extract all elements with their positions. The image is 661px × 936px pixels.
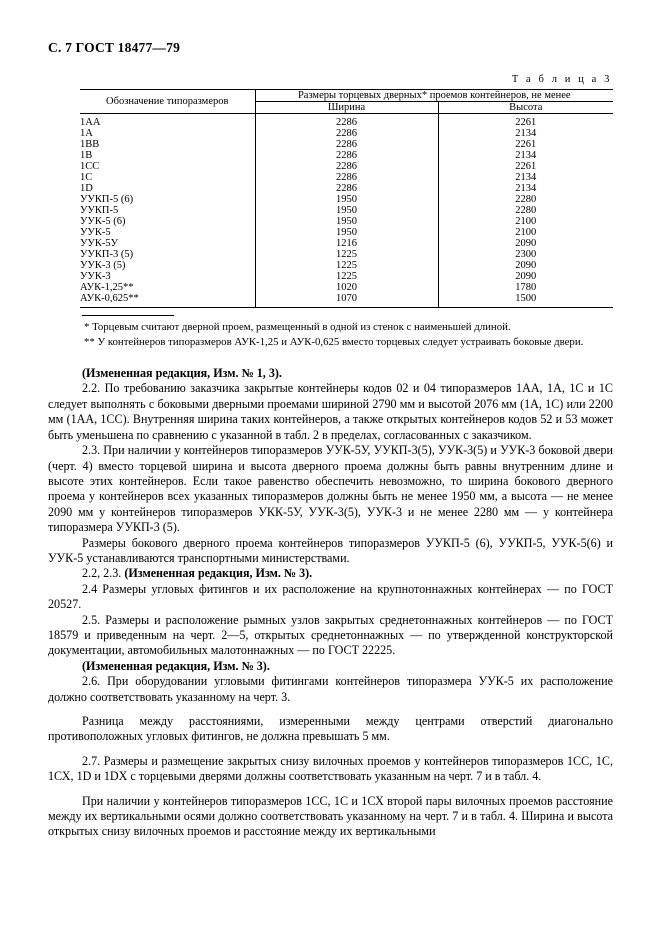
column-header-width: Ширина <box>255 102 438 114</box>
table-header-row-1 <box>80 90 613 102</box>
cell-width: 1070 <box>255 293 438 308</box>
cell-width: 1216 <box>255 238 438 249</box>
cell-height: 2134 <box>438 150 613 161</box>
column-header-span: Размеры торцевых дверных* проемов контейнеров, не менее <box>255 90 613 102</box>
footnote-1: * Торцевым считают дверной проем, размещенный в одной из стенок с наименьшей длиной. <box>84 321 511 333</box>
cell-height: 2280 <box>438 194 613 205</box>
table-row <box>80 194 613 205</box>
cell-width: 1225 <box>255 260 438 271</box>
cell-designation: УУКП-3 (5) <box>80 249 134 260</box>
table-row <box>80 238 613 249</box>
cell-width: 2286 <box>255 172 438 183</box>
table-body <box>80 114 613 308</box>
cell-width: 2286 <box>255 128 438 139</box>
table-row <box>80 293 613 308</box>
cell-designation: АУК-1,25** <box>80 282 134 293</box>
table-row <box>80 282 613 293</box>
page-content <box>48 0 613 840</box>
cell-height: 2300 <box>438 249 613 260</box>
cell-designation: 1АА <box>80 117 101 128</box>
cell-designation: 1D <box>80 183 93 194</box>
cell-designation: 1С <box>80 172 93 183</box>
cell-height: 2100 <box>438 227 613 238</box>
cell-width: 2286 <box>255 114 438 129</box>
table-row <box>80 249 613 260</box>
cell-height: 2261 <box>438 161 613 172</box>
cell-designation: 1СС <box>80 161 100 172</box>
cell-height: 2090 <box>438 271 613 282</box>
cell-designation: УУК-3 <box>80 271 111 282</box>
cell-height: 2090 <box>438 238 613 249</box>
table-row <box>80 150 613 161</box>
cell-width: 1950 <box>255 205 438 216</box>
cell-designation: УУК-5 <box>80 227 111 238</box>
cell-designation: 1А <box>80 128 93 139</box>
running-head: С. 7 ГОСТ 18477—79 <box>48 40 181 55</box>
cell-height: 2134 <box>438 183 613 194</box>
body-text <box>48 366 613 840</box>
table-row <box>80 128 613 139</box>
table-row <box>80 227 613 238</box>
cell-width: 1950 <box>255 194 438 205</box>
cell-width: 1225 <box>255 249 438 260</box>
table-head <box>80 90 613 114</box>
cell-height: 2090 <box>438 260 613 271</box>
revision-clause-prefix: 2.2, 2.3. <box>82 566 125 581</box>
cell-designation: УУК-5У <box>80 238 119 249</box>
cell-designation: УУК-5 (6) <box>80 216 126 227</box>
cell-height: 2261 <box>438 139 613 150</box>
table-row <box>80 216 613 227</box>
cell-height: 2261 <box>438 114 613 129</box>
clause-2-2: 2.2. По требованию заказчика закрытые контейнеры кодов 02 и 04 типоразмеров 1АА, 1А, 1С и 1С следует выполнять с боковыми дверными проемами шириной 2790 мм и высотой 2076 мм (1А, 1С) или 2200 мм (1АА, 1СС). Внутренняя ширина таких контейнеров, а также открытых контейнеров кодов 52 и 53 может быть уменьшена по сравнению с указанной в табл. 2 в пределах, согласованных с заказчиком. <box>48 381 613 442</box>
cell-designation: 1В <box>80 150 93 161</box>
cell-width: 1950 <box>255 227 438 238</box>
cell-designation: АУК-0,625** <box>80 293 255 308</box>
table-row <box>80 205 613 216</box>
cell-width: 1950 <box>255 216 438 227</box>
cell-width: 2286 <box>255 150 438 161</box>
revision-note-text: (Измененная редакция, Изм. № 3). <box>124 566 313 581</box>
cell-designation: УУКП-5 (6) <box>80 194 134 205</box>
cell-height: 2280 <box>438 205 613 216</box>
clause-2-7: 2.7. Размеры и размещение закрытых снизу вилочных проемов у контейнеров типоразмеров 1СС, 1С, 1СХ, 1D и 1DХ с торцевыми дверями должны соответствовать указанным на черт. 7 и в табл. 4. <box>48 753 613 784</box>
cell-designation: УУКП-5 <box>80 205 119 216</box>
table-row <box>80 139 613 150</box>
table-row <box>80 161 613 172</box>
cell-width: 2286 <box>255 161 438 172</box>
cell-height: 2134 <box>438 172 613 183</box>
clause-2-6-continuation: Разница между расстояниями, измеренными между центрами отверстий диагонально противоположных угловых фитингов, не должна превышать 5 мм. <box>48 714 613 744</box>
cell-height: 2100 <box>438 216 613 227</box>
cell-width: 1225 <box>255 271 438 282</box>
door-openings-table <box>80 89 613 308</box>
column-header-height: Высота <box>438 102 613 114</box>
cell-width: 1020 <box>255 282 438 293</box>
cell-width: 2286 <box>255 183 438 194</box>
revision-note-22-23 <box>48 566 613 581</box>
table-row <box>80 260 613 271</box>
table-row <box>80 114 613 129</box>
clause-2-3-continuation: Размеры бокового дверного проема контейнеров типоразмеров УУКП-5 (6), УУКП-5, УУК-5(6) и УУК-5 устанавливаются транспортными министерствами. <box>48 535 613 565</box>
footnote-2: ** У контейнеров типоразмеров АУК-1,25 и АУК-0,625 вместо торцевых следует устраивать боковые двери. <box>84 336 584 349</box>
table-row <box>80 183 613 194</box>
column-header-designation: Обозначение типоразмеров <box>80 90 255 114</box>
clause-2-5: 2.5. Размеры и расположение рымных узлов закрытых среднетоннажных контейнеров — по ГОСТ 18579 и приведенным на черт. 2—5, открытых среднетоннажных — по утвержденной конструкторской документации, автомобильных малотоннажных — по ГОСТ 22225. <box>48 612 613 658</box>
cell-height: 1780 <box>438 282 613 293</box>
footnotes <box>48 315 613 349</box>
clause-2-4: 2.4 Размеры угловых фитингов и их расположение на крупнотоннажных контейнерах — по ГОСТ 20527. <box>48 581 613 612</box>
revision-note-1-3: (Измененная редакция, Изм. № 1, 3). <box>82 366 282 381</box>
clause-2-7-continuation: При наличии у контейнеров типоразмеров 1СС, 1С и 1СХ второй пары вилочных проемов расстояние между их вертикальными осями должно соответствовать указанному на черт. 7 и в табл. 4. Ширина и высота открытых снизу вилочных проемов и расстояние между их вертикальными <box>48 793 613 839</box>
cell-designation: 1ВВ <box>80 139 100 150</box>
clause-2-3: 2.3. При наличии у контейнеров типоразмеров УУК-5У, УУКП-3(5), УУК-3(5) и УУК-3 боковой двери (черт. 4) вместо торцевой ширина и высота дверного проема должны быть равны внутренним длине и высоте этих контейнеров. Если такое равенство обеспечить невозможно, то ширина бокового дверного проема у контейнеров всех указанных типоразмеров должны быть не менее 1950 мм, а высота — не менее 2090 мм у контейнеров типоразмеров УКК-5У, УУК-3(5), УУК-3 и не менее 2280 мм — у контейнера типоразмера УУКП-3 (5). <box>48 443 613 535</box>
clause-2-6: 2.6. При оборудовании угловыми фитингами контейнеров типоразмера УУК-5 их расположение должно соответствовать указанному на черт. 3. <box>48 674 613 704</box>
cell-width: 2286 <box>255 139 438 150</box>
cell-designation: УУК-3 (5) <box>80 260 126 271</box>
revision-note-3: (Измененная редакция, Изм. № 3). <box>82 658 270 673</box>
table-row <box>80 271 613 282</box>
cell-height: 2134 <box>438 128 613 139</box>
table-row <box>80 172 613 183</box>
footnote-separator <box>82 315 174 316</box>
cell-height: 1500 <box>438 293 613 308</box>
table-caption: Т а б л и ц а 3 <box>511 74 612 85</box>
